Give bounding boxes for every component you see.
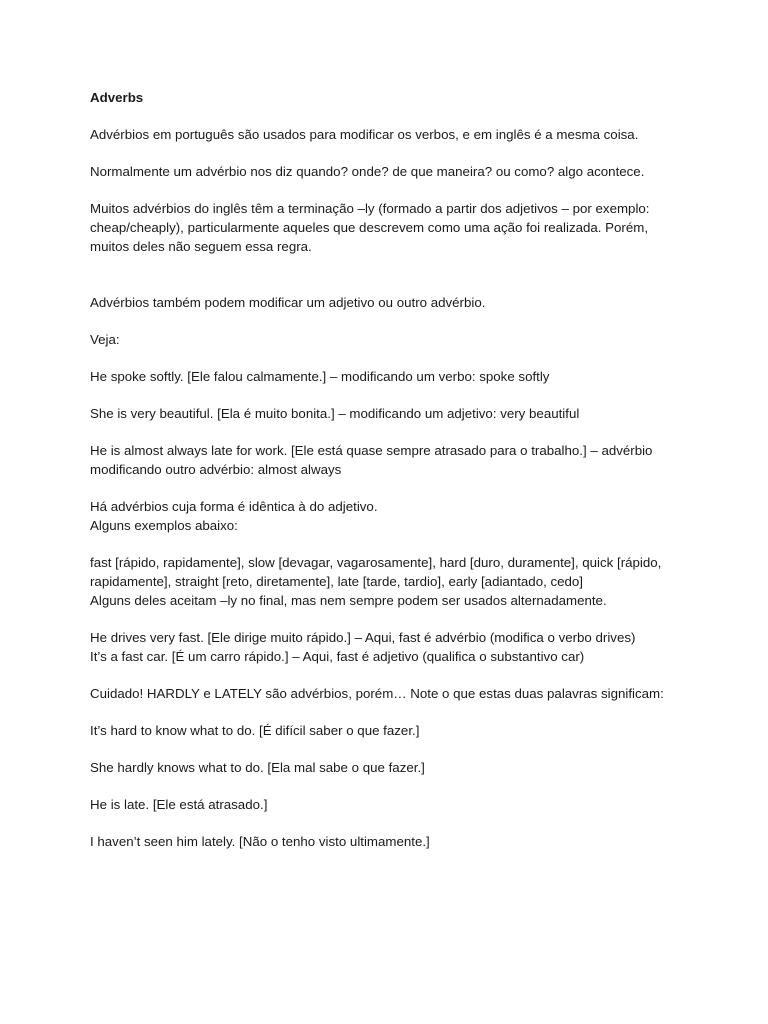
fast-adverb-example: He drives very fast. [Ele dirige muito rápido.] – Aqui, fast é advérbio (modifica o verbo drives) bbox=[90, 630, 636, 645]
example-lately: I haven’t seen him lately. [Não o tenho visto ultimamente.] bbox=[90, 834, 430, 849]
fast-adjective-example: It’s a fast car. [É um carro rápido.] – Aqui, fast é adjetivo (qualifica o substantivo car) bbox=[90, 649, 585, 664]
paragraph-warning: Cuidado! HARDLY e LATELY são advérbios, porém… Note o que estas duas palavras significam: bbox=[90, 686, 664, 701]
paragraph-identical-forms bbox=[90, 497, 690, 535]
examples-below-line: Alguns exemplos abaixo: bbox=[90, 518, 238, 533]
paragraph-fast-examples bbox=[90, 628, 690, 666]
word-list: fast [rápido, rapidamente], slow [devagar, vagarosamente], hard [duro, duramente], quick [rápido, rapidamente], straight [reto, diretamente], late [tarde, tardio], early [adiantado, cedo] bbox=[90, 555, 662, 589]
ly-note-line: Alguns deles aceitam –ly no final, mas nem sempre podem ser usados alternadamente. bbox=[90, 593, 607, 608]
paragraph-intro: Advérbios em português são usados para modificar os verbos, e em inglês é a mesma coisa. bbox=[90, 127, 639, 142]
document-page bbox=[90, 88, 690, 869]
identical-forms-line: Há advérbios cuja forma é idêntica à do adjetivo. bbox=[90, 499, 378, 514]
example-adverb: He is almost always late for work. [Ele está quase sempre atrasado para o trabalho.] – advérbio modificando outro advérbio: almost always bbox=[90, 443, 653, 477]
document-title: Adverbs bbox=[90, 90, 144, 105]
paragraph-veja: Veja: bbox=[90, 332, 120, 347]
example-verb: He spoke softly. [Ele falou calmamente.] – modificando um verbo: spoke softly bbox=[90, 369, 550, 384]
example-adjective: She is very beautiful. [Ela é muito bonita.] – modificando um adjetivo: very beautiful bbox=[90, 406, 580, 421]
paragraph-word-list bbox=[90, 553, 690, 610]
paragraph-modify-adjective: Advérbios também podem modificar um adjetivo ou outro advérbio. bbox=[90, 295, 486, 310]
example-hardly: She hardly knows what to do. [Ela mal sabe o que fazer.] bbox=[90, 760, 425, 775]
paragraph-questions: Normalmente um advérbio nos diz quando? onde? de que maneira? ou como? algo acontece. bbox=[90, 164, 645, 179]
example-late: He is late. [Ele está atrasado.] bbox=[90, 797, 268, 812]
paragraph-ly-ending: Muitos advérbios do inglês têm a terminação –ly (formado a partir dos adjetivos – por exemplo: cheap/cheaply), particularmente aqueles que descrevem como uma ação foi realizada. Porém, muitos deles não seguem essa regra. bbox=[90, 201, 650, 254]
example-hard: It’s hard to know what to do. [É difícil saber o que fazer.] bbox=[90, 723, 420, 738]
